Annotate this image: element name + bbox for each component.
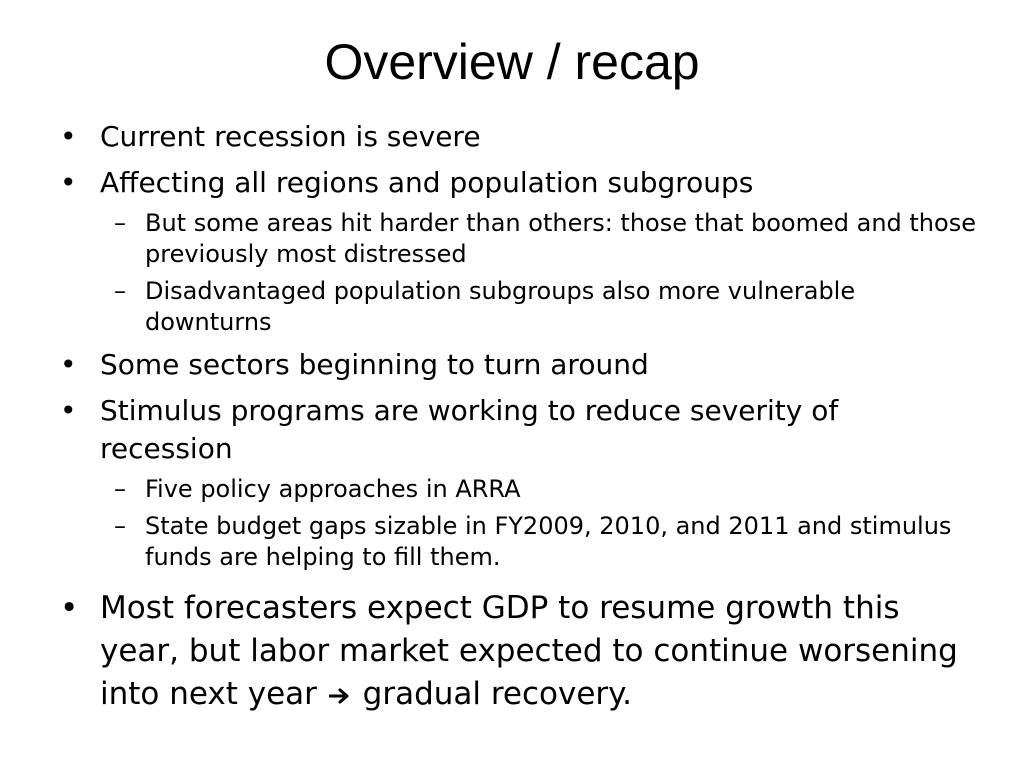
bullet-item <box>58 587 978 717</box>
bullet-text: gradual recovery. <box>362 676 632 712</box>
dash-marker: – <box>114 512 126 540</box>
bullet-marker: • <box>60 166 77 199</box>
sub-bullet-item <box>100 208 978 270</box>
sub-bullet-list <box>100 474 978 573</box>
bullet-marker: • <box>60 394 77 427</box>
sub-bullet-list <box>100 208 978 338</box>
bullet-item <box>58 164 978 338</box>
bullet-list <box>58 110 978 717</box>
bullet-item <box>58 118 978 156</box>
bullet-marker: • <box>60 348 77 381</box>
bullet-text: Some sectors beginning to turn around <box>100 348 649 381</box>
dash-marker: – <box>114 277 126 305</box>
bullet-text: Most forecasters expect GDP to resume growth this year, but labor market expected to continue worsening into next year <box>100 590 958 712</box>
sub-bullet-item <box>100 511 978 573</box>
sub-bullet-item <box>100 276 978 338</box>
bullet-item <box>58 346 978 384</box>
dash-marker: – <box>114 475 126 503</box>
sub-bullet-text: State budget gaps sizable in FY2009, 2010, and 2011 and stimulus funds are helping to fill them. <box>145 512 952 571</box>
sub-bullet-text: Disadvantaged population subgroups also more vulnerable downturns <box>145 277 856 336</box>
bullet-text: Current recession is severe <box>100 120 481 153</box>
bullet-marker: • <box>60 590 79 626</box>
bullet-text: Stimulus programs are working to reduce severity of recession <box>100 394 839 465</box>
bullet-marker: • <box>60 120 77 153</box>
bullet-item <box>58 392 978 573</box>
sub-bullet-item <box>100 474 978 505</box>
right-arrow-icon <box>329 674 351 717</box>
bullet-text: Affecting all regions and population subgroups <box>100 166 754 199</box>
sub-bullet-text: Five policy approaches in ARRA <box>145 475 521 503</box>
slide-title: Overview / recap <box>324 34 700 90</box>
dash-marker: – <box>114 209 126 237</box>
sub-bullet-text: But some areas hit harder than others: those that boomed and those previously most distressed <box>145 209 976 268</box>
